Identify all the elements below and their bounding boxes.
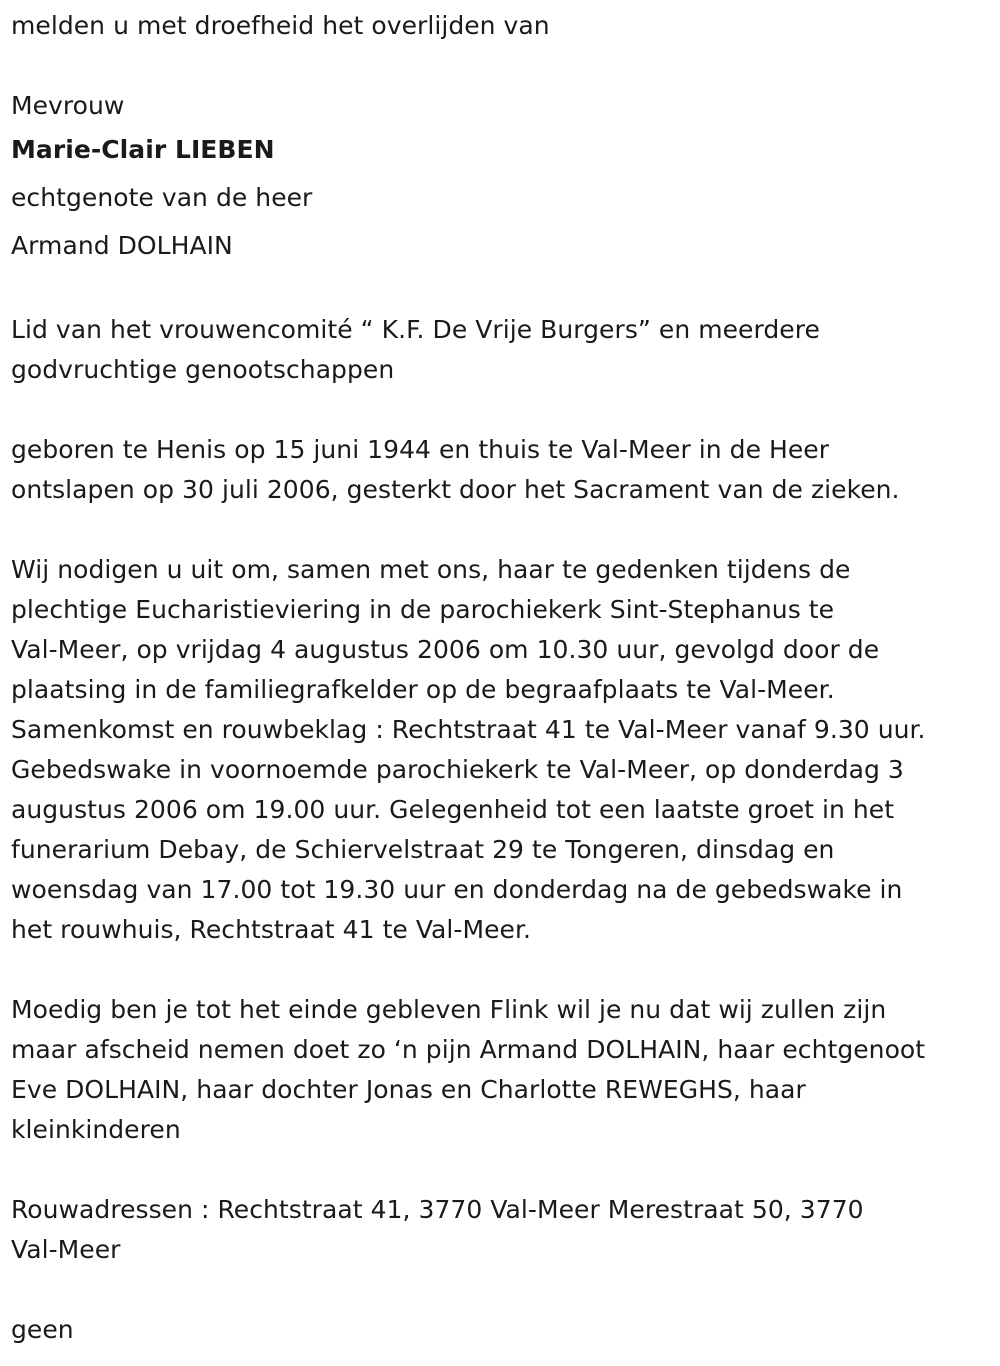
- family-paragraph: [11, 990, 989, 1150]
- family-line: Moedig ben je tot het einde gebleven Flink wil je nu dat wij zullen zijn: [11, 995, 887, 1024]
- spacer: [11, 390, 989, 430]
- spacer: [11, 510, 989, 550]
- family-line: kleinkinderen: [11, 1115, 181, 1144]
- relation-line: echtgenote van de heer: [11, 183, 313, 212]
- invitation-line: Wij nodigen u uit om, samen met ons, haar te gedenken tijdens de: [11, 555, 851, 584]
- spouse-name: Armand DOLHAIN: [11, 231, 233, 260]
- invitation-line: funerarium Debay, de Schiervelstraat 29 te Tongeren, dinsdag en: [11, 835, 835, 864]
- invitation-line: plechtige Eucharistieviering in de parochiekerk Sint-Stephanus te: [11, 595, 835, 624]
- closing-line: geen: [11, 1315, 74, 1344]
- deceased-name: Marie-Clair LIEBEN: [11, 135, 275, 164]
- birth-death-line: geboren te Henis op 15 juni 1944 en thuis te Val-Meer in de Heer: [11, 435, 830, 464]
- spacer: [11, 270, 989, 310]
- birth-death-line: ontslapen op 30 juli 2006, gesterkt door het Sacrament van de zieken.: [11, 475, 900, 504]
- addresses-paragraph: [11, 1190, 989, 1270]
- membership-paragraph: [11, 310, 989, 390]
- membership-line: godvruchtige genootschappen: [11, 355, 395, 384]
- family-line: Eve DOLHAIN, haar dochter Jonas en Charlotte REWEGHS, haar: [11, 1075, 806, 1104]
- title-line: Mevrouw: [11, 91, 125, 120]
- invitation-line: augustus 2006 om 19.00 uur. Gelegenheid tot een laatste groet in het: [11, 795, 895, 824]
- invitation-line: Val-Meer, op vrijdag 4 augustus 2006 om 10.30 uur, gevolgd door de: [11, 635, 880, 664]
- membership-line: Lid van het vrouwencomité “ K.F. De Vrije Burgers” en meerdere: [11, 315, 820, 344]
- invitation-line: plaatsing in de familiegrafkelder op de begraafplaats te Val-Meer.: [11, 675, 835, 704]
- invitation-line: Gebedswake in voornoemde parochiekerk te Val-Meer, op donderdag 3: [11, 755, 904, 784]
- invitation-paragraph: [11, 550, 989, 950]
- birth-death-paragraph: [11, 430, 989, 510]
- spacer: [11, 1270, 989, 1310]
- spacer: [11, 950, 989, 990]
- address-line: Val-Meer: [11, 1235, 121, 1264]
- invitation-line: Samenkomst en rouwbeklag : Rechtstraat 41 te Val-Meer vanaf 9.30 uur.: [11, 715, 926, 744]
- spacer: [11, 46, 989, 86]
- spacer: [11, 1150, 989, 1190]
- intro-line: melden u met droefheid het overlijden van: [11, 11, 550, 40]
- family-line: maar afscheid nemen doet zo ‘n pijn Armand DOLHAIN, haar echtgenoot: [11, 1035, 926, 1064]
- address-line: Rouwadressen : Rechtstraat 41, 3770 Val-Meer Merestraat 50, 3770: [11, 1195, 864, 1224]
- invitation-line: het rouwhuis, Rechtstraat 41 te Val-Meer.: [11, 915, 532, 944]
- invitation-line: woensdag van 17.00 tot 19.30 uur en donderdag na de gebedswake in: [11, 875, 903, 904]
